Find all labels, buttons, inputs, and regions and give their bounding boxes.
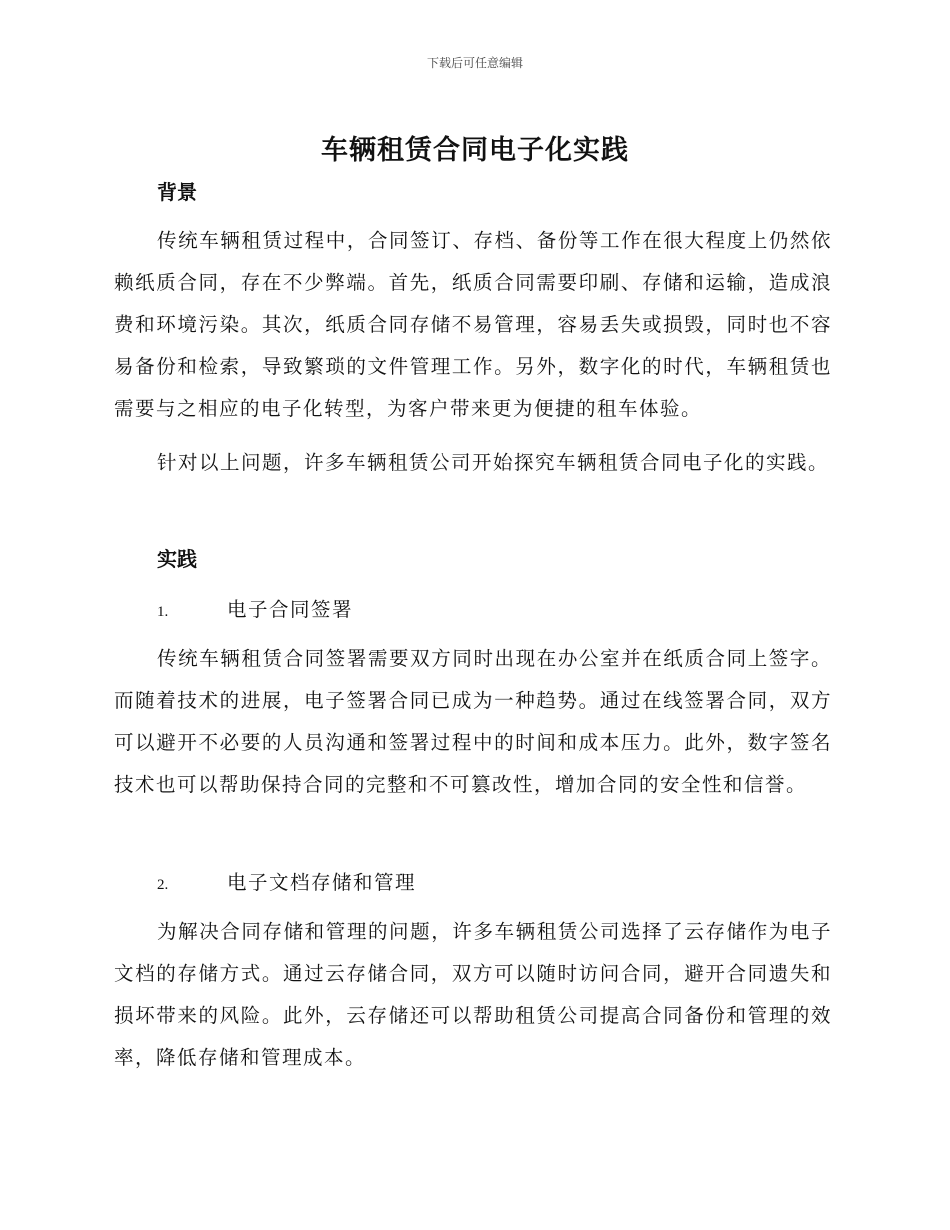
practice-item-2-heading — [157, 867, 416, 895]
practice-item-1-heading — [157, 594, 353, 622]
document-title: 车辆租赁合同电子化实践 — [321, 135, 629, 166]
list-number: 2. — [157, 877, 169, 893]
section-heading-practice: 实践 — [157, 547, 197, 571]
list-number: 1. — [157, 604, 169, 620]
practice-item-2-paragraph: 为解决合同存储和管理的问题，许多车辆租赁公司选择了云存储作为电子文档的存储方式。通过云存储合同，双方可以随时访问合同，避开合同遗失和损坏带来的风险。此外，云存储还可以帮助租赁公司提高合同备份和管理的效率，降低存储和管理成本。 — [114, 920, 832, 1069]
list-title: 电子文档存储和管理 — [227, 871, 417, 894]
background-paragraph-1: 传统车辆租赁过程中，合同签订、存档、备份等工作在很大程度上仍然依赖纸质合同，存在不少弊端。首先，纸质合同需要印刷、存储和运输，造成浪费和环境污染。其次，纸质合同存储不易管理，容易丢失或损毁，同时也不容易备份和检索，导致繁琐的文件管理工作。另外，数字化的时代，车辆租赁也需要与之相应的电子化转型，为客户带来更为便捷的租车体验。 — [114, 229, 832, 420]
practice-item-1-paragraph: 传统车辆租赁合同签署需要双方同时出现在办公室并在纸质合同上签字。而随着技术的进展，电子签署合同已成为一种趋势。通过在线签署合同，双方可以避开不必要的人员沟通和签署过程中的时间和成本压力。此外，数字签名技术也可以帮助保持合同的完整和不可篡改性，增加合同的安全性和信誉。 — [114, 647, 832, 796]
list-title: 电子合同签署 — [227, 598, 354, 621]
header-note: 下载后可任意编辑 — [426, 56, 523, 70]
section-heading-background: 背景 — [157, 180, 197, 204]
background-paragraph-2: 针对以上问题，许多车辆租赁公司开始探究车辆租赁合同电子化的实践。 — [157, 451, 830, 474]
